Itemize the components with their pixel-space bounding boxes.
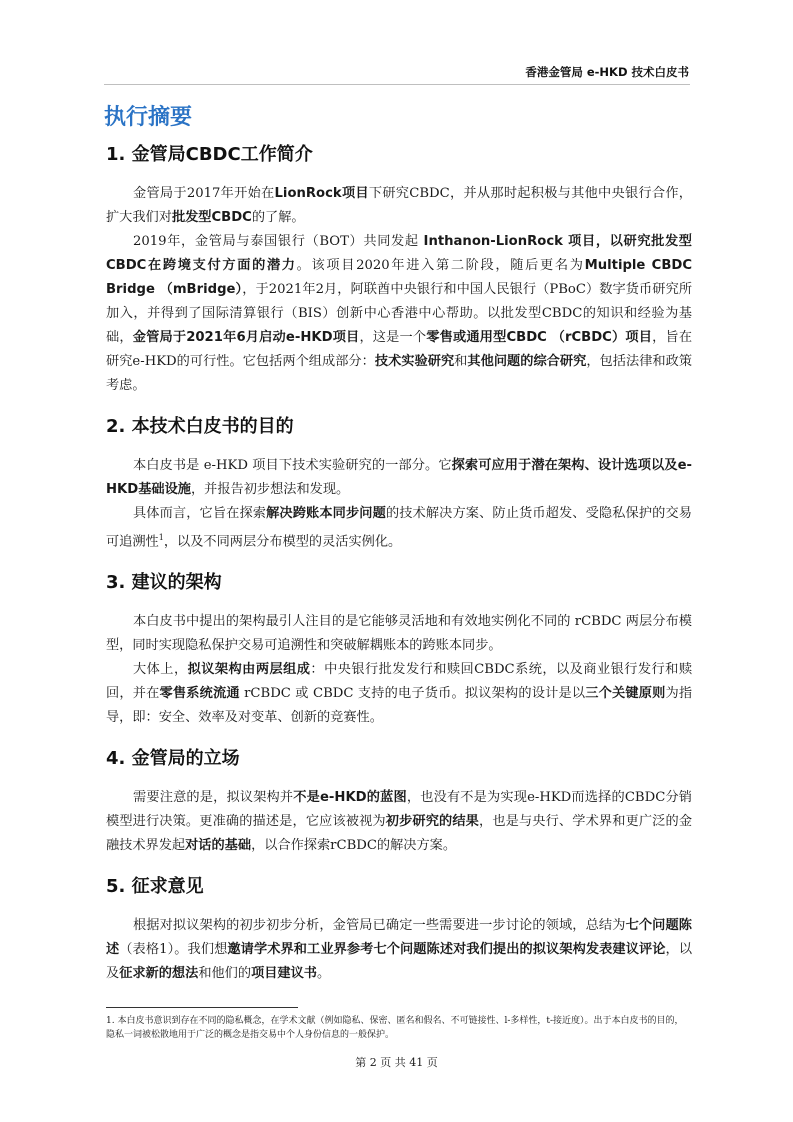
section-3-heading: 3. 建议的架构 bbox=[106, 572, 222, 594]
section-4 bbox=[106, 744, 692, 858]
footnote-ref[interactable]: 1 bbox=[158, 533, 164, 542]
section-2 bbox=[106, 412, 692, 554]
footnote: 1. 本白皮书意识到存在不同的隐私概念，在学术文献（例如隐私、保密、匿名和假名、不可链接性、l-多样性，t-接近度）。出于本白皮书的目的，隐私一词被松散地用于广泛的概念是指交易中个人身份信息的一般保护。 bbox=[106, 1016, 684, 1040]
section-3 bbox=[106, 568, 692, 730]
section-2-paragraph-1: 本白皮书是 e-HKD 项目下技术实验研究的一部分。它探索可应用于潜在架构、设计选项以及e-HKD基础设施，并报告初步想法和发现。 bbox=[106, 458, 692, 497]
section-2-heading: 2. 本技术白皮书的目的 bbox=[106, 416, 294, 437]
section-1-heading: 1. 金管局CBDC工作简介 bbox=[106, 144, 313, 165]
header-divider bbox=[104, 84, 690, 85]
section-3-paragraph-1: 本白皮书中提出的架构最引人注目的是它能够灵活地和有效地实例化不同的 rCBDC 两层分布模型，同时实现隐私保护交易可追溯性和突破解耦账本的跨账本同步。 bbox=[106, 614, 692, 654]
footnote-divider bbox=[106, 1007, 298, 1008]
section-1 bbox=[106, 140, 692, 398]
section-3-paragraph-2: 大体上，拟议架构由两层组成：中央银行批发发行和赎回CBDC系统，以及商业银行发行和赎回，并在零售系统流通 rCBDC 或 CBDC 支持的电子货币。拟议架构的设计是以三个关键原则为指导，即：安全、效率及对变革、创新的竞赛性。 bbox=[106, 662, 693, 726]
section-4-paragraph-1: 需要注意的是，拟议架构并不是e-HKD的蓝图，也没有不是为实现e-HKD而选择的CBDC分销模型进行决策。更准确的描述是，它应该被视为初步研究的结果，也是与央行、学术界和更广泛的金融技术界发起对话的基础，以合作探索rCBDC的解决方案。 bbox=[106, 790, 693, 854]
page-title: 执行摘要 bbox=[104, 105, 193, 130]
section-2-paragraph-2: 具体而言，它旨在探索解决跨账本同步问题的技术解决方案、防止货币超发、受隐私保护的交易可追溯性$^1$，以及不同两层分布模型的灵活实例化。 bbox=[106, 506, 692, 550]
section-1-paragraph-1: 金管局于2017年开始在LionRock项目下研究CBDC，并从那时起积极与其他中央银行合作，扩大我们对批发型CBDC的了解。 bbox=[106, 186, 692, 225]
section-5-paragraph-1: 根据对拟议架构的初步初步分析，金管局已确定一些需要进一步讨论的领域，总结为七个问题陈述（表格1）。我们想邀请学术界和工业界参考七个问题陈述对我们提出的拟议架构发表建议评论，以及征求新的想法和他们的项目建议书。 bbox=[106, 918, 693, 982]
section-4-heading: 4. 金管局的立场 bbox=[106, 748, 240, 770]
document-body bbox=[106, 140, 692, 1000]
page-number: 第 2 页 共 41 页 bbox=[355, 1056, 438, 1069]
section-5-heading: 5. 征求意见 bbox=[106, 876, 204, 898]
section-1-paragraph-2: 2019年，金管局与泰国银行（BOT）共同发起 Inthanon-LionRock 项目，以研究批发型CBDC在跨境支付方面的潜力。该项目2020年进入第二阶段，随后更名为Multiple CBDC Bridge （mBridge），于2021年2月，阿联酋中央银行和中国人民银行（PBoC）数字货币研究所加入，并得到了国际清算银行（BIS）创新中心香港中心帮助。以批发型CBDC的知识和经验为基础，金管局于2021年6月启动e-HKD项目，这是一个零售或通用型CBDC （rCBDC）项目，旨在研究e-HKD的可行性。它包括两个组成部分：技术实验研究和其他问题的综合研究，包括法律和政策考虑。 bbox=[106, 234, 693, 393]
running-header: 香港金管局 e-HKD 技术白皮书 bbox=[525, 65, 689, 79]
section-5 bbox=[106, 872, 692, 986]
